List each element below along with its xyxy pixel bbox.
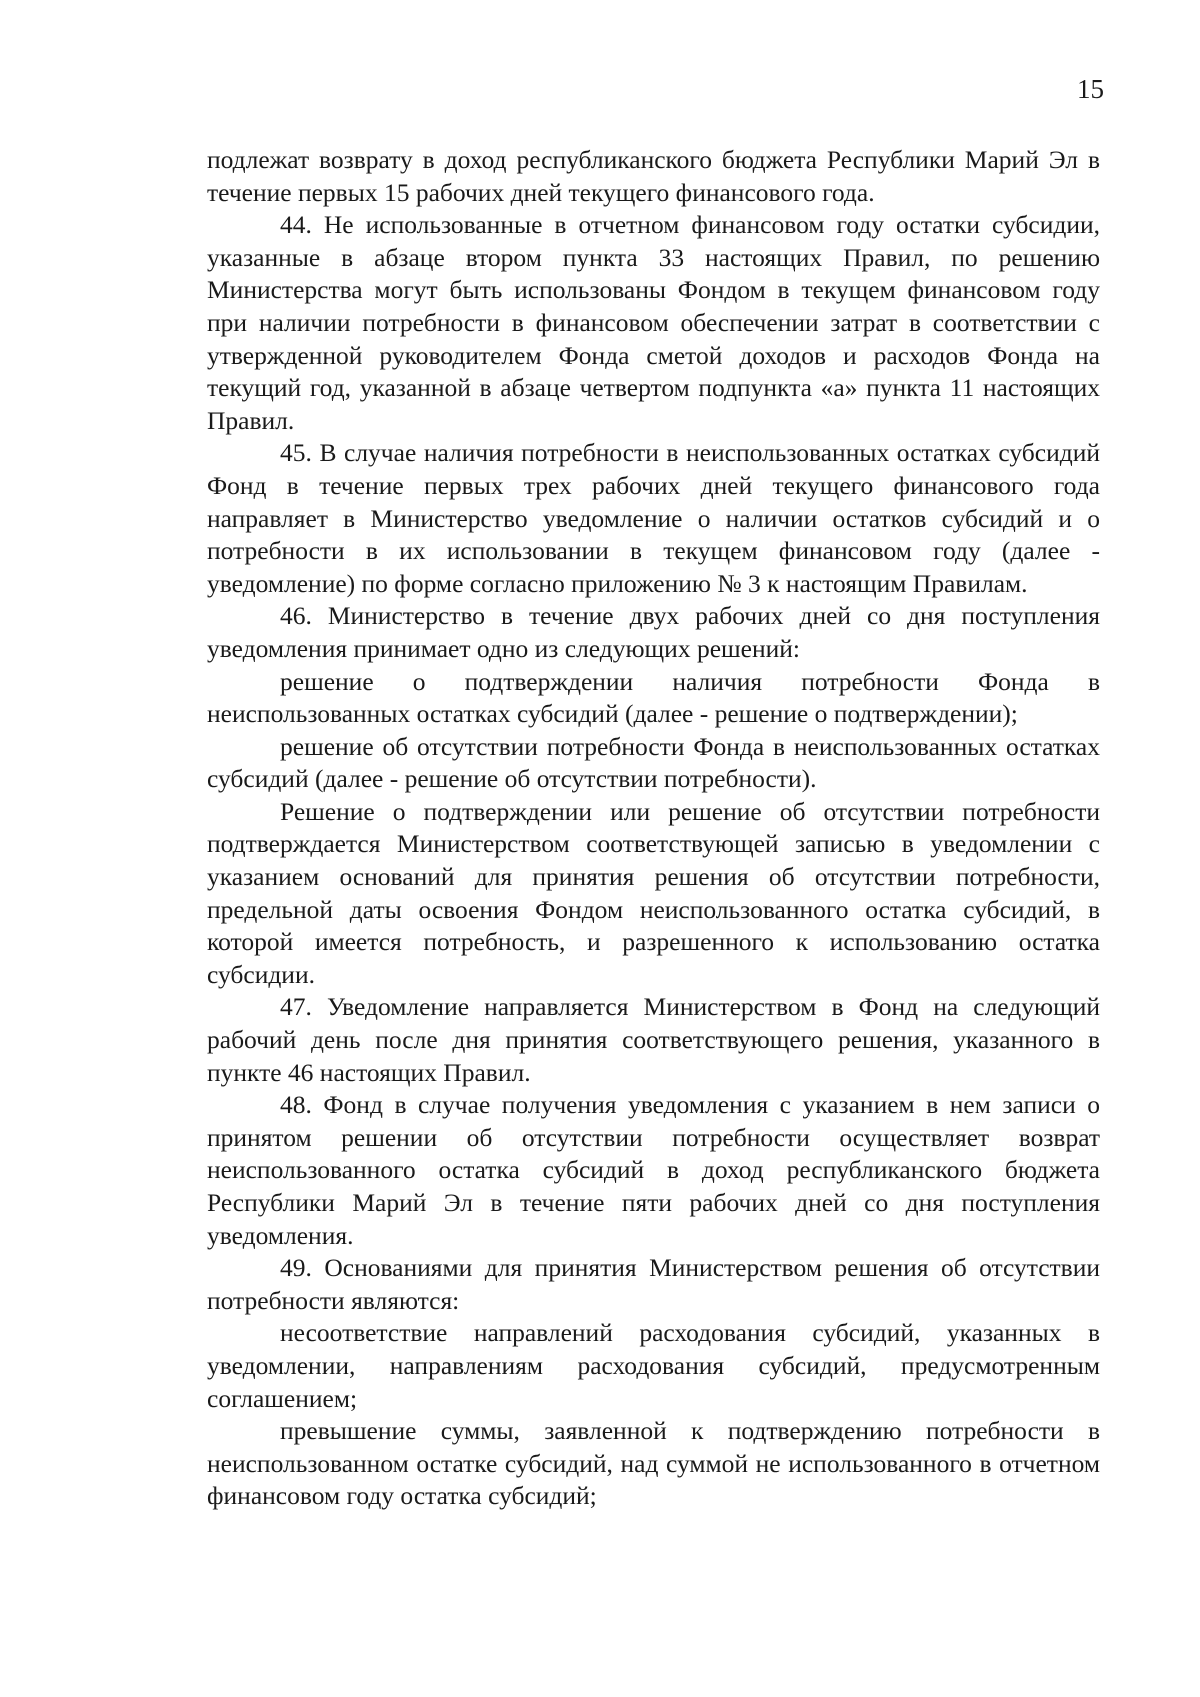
- paragraph: Решение о подтверждении или решение об отсутствии потребности подтверждается Министерством соответствующей записью в уведомлении с указанием оснований для принятия решения об отсутствии потребности, предельной даты освоения Фондом неиспользованного остатка субсидий, в которой имеется потребность, и разрешенного к использованию остатка субсидии.: [207, 796, 1100, 989]
- paragraph: 44. Не использованные в отчетном финансовом году остатки субсидии, указанные в абзаце втором пункта 33 настоящих Правил, по решению Министерства могут быть использованы Фондом в текущем финансовом году при наличии потребности в финансовом обеспечении затрат в соответствии с утвержденной руководителем Фонда сметой доходов и расходов Фонда на текущий год, указанной в абзаце четвертом подпункта «а» пункта 11 настоящих Правил.: [207, 210, 1100, 435]
- page-number: 15: [1077, 74, 1104, 104]
- paragraph: 49. Основаниями для принятия Министерством решения об отсутствии потребности являются:: [207, 1253, 1100, 1315]
- paragraph: решение о подтверждении наличия потребности Фонда в неиспользованных остатках субсидий (далее - решение о подтверждении);: [207, 666, 1100, 729]
- paragraph: 45. В случае наличия потребности в неиспользованных остатках субсидий Фонд в течение первых трех рабочих дней текущего финансового года направляет в Министерство уведомление о наличии остатков субсидий и о потребности в их использовании в текущем финансовом году (далее - уведомление) по форме согласно приложению № 3 к настоящим Правилам.: [207, 438, 1100, 598]
- paragraph: 46. Министерство в течение двух рабочих дней со дня поступления уведомления принимает одно из следующих решений:: [207, 601, 1100, 663]
- paragraph: 48. Фонд в случае получения уведомления с указанием в нем записи о принятом решении об отсутствии потребности осуществляет возврат неиспользованного остатка субсидий в доход республиканского бюджета Республики Марий Эл в течение пяти рабочих дней со дня поступления уведомления.: [207, 1090, 1100, 1250]
- paragraph: превышение суммы, заявленной к подтверждению потребности в неиспользованном остатке субсидий, над суммой не использованного в отчетном финансовом году остатка субсидий;: [207, 1416, 1100, 1511]
- paragraph: 47. Уведомление направляется Министерством в Фонд на следующий рабочий день после дня принятия соответствующего решения, указанного в пункте 46 настоящих Правил.: [207, 992, 1100, 1087]
- paragraph: подлежат возврату в доход республиканского бюджета Республики Марий Эл в течение первых 15 рабочих дней текущего финансового года.: [207, 145, 1100, 207]
- document-body: [207, 144, 1100, 1513]
- paragraph: несоответствие направлений расходования субсидий, указанных в уведомлении, направлениям расходования субсидий, предусмотренным соглашением;: [207, 1318, 1100, 1413]
- paragraph: решение об отсутствии потребности Фонда в неиспользованных остатках субсидий (далее - решение об отсутствии потребности).: [207, 731, 1100, 794]
